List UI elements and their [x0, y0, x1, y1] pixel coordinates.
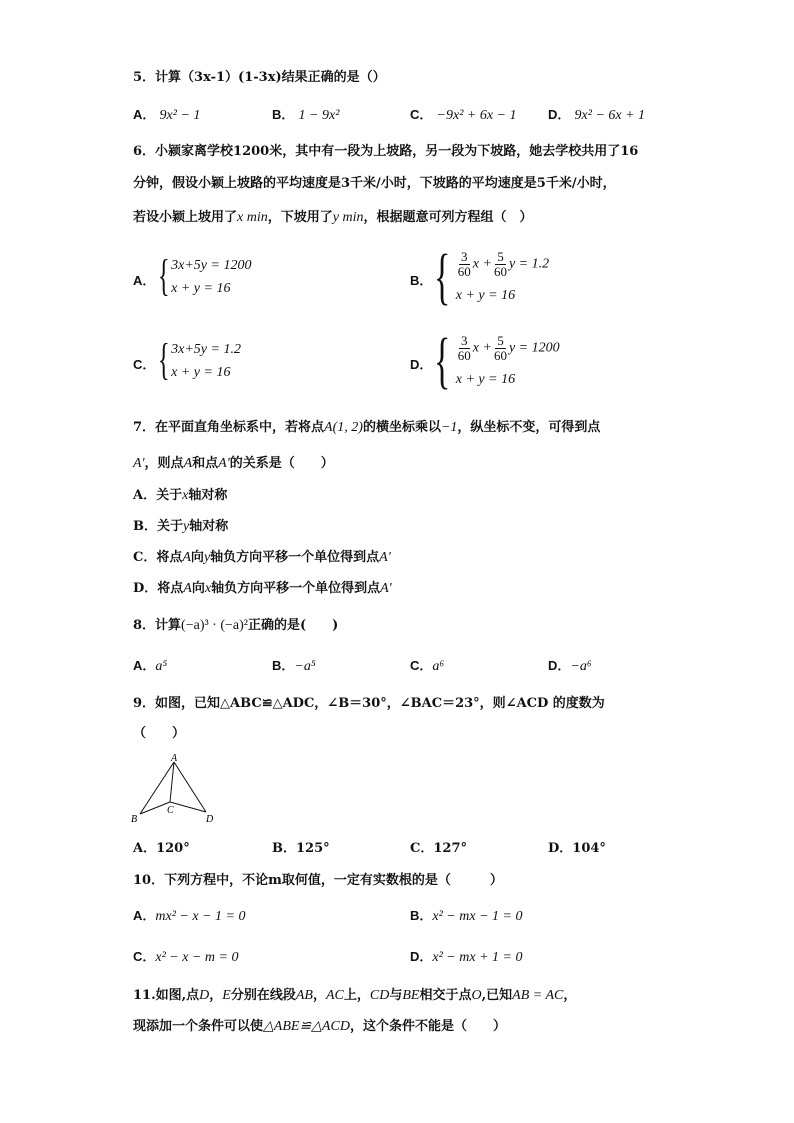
- q10-option-c: C．x² − x − m = 0: [133, 949, 239, 965]
- q6-option-a-label: A．: [133, 273, 156, 288]
- q5-option-a: A． 9x² − 1: [133, 107, 201, 123]
- q9-paren: （ ）: [133, 726, 186, 741]
- q9-option-b: B．125°: [272, 841, 330, 856]
- brace-icon: {: [158, 335, 170, 384]
- q6-option-c-label: C．: [133, 357, 156, 372]
- brace-icon: {: [158, 251, 170, 300]
- q9-triangle-figure: [128, 750, 228, 828]
- q7-option-d: D．将点A向x轴负方向平移一个单位得到点A': [133, 581, 392, 596]
- q8-stem: 8．计算(−a)³ · (−a)²正确的是( ): [133, 618, 339, 633]
- q5-option-c: C． −9x² + 6x − 1: [410, 107, 517, 123]
- q8-option-a: A．a⁵: [133, 658, 168, 674]
- q9-option-a: A．120°: [133, 841, 190, 856]
- q11-stem-line1: 11.如图,点D，E分别在线段AB，AC上，CD与BE相交于点O,已知AB = AC，: [133, 988, 577, 1003]
- q8-option-c: C．a⁶: [410, 658, 445, 674]
- q6-stem-line2: 分钟，假设小颖上坡路的平均速度是3千米/小时，下坡路的平均速度是5千米/小时，: [133, 176, 616, 191]
- vertex-c-label: C: [167, 805, 174, 816]
- q6-option-a-system: { 3x+5y = 1200 x + y = 16: [158, 251, 252, 300]
- q5-option-d: D． 9x² − 6x + 1: [548, 107, 646, 123]
- q6-option-d-label: D．: [410, 357, 433, 372]
- q6-option-c-system: { 3x+5y = 1.2 x + y = 16: [158, 335, 241, 384]
- q6-option-b-label: B．: [410, 273, 433, 288]
- brace-icon: {: [434, 243, 451, 311]
- q10-stem: 10．下列方程中，不论m取何值，一定有实数根的是（ ）: [133, 873, 503, 888]
- q9-stem: 9．如图，已知△ABC≌△ADC，∠B＝30°，∠BAC＝23°，则∠ACD 的度数为: [133, 696, 605, 711]
- q6-stem-line1: 6．小颍家离学校1200米，其中有一段为上坡路，另一段为下坡路，她去学校共用了16: [133, 144, 639, 159]
- q6-stem-line3: 若设小颖上坡用了x min，下坡用了y min，根据题意可列方程组（ ）: [133, 210, 533, 225]
- vertex-a-label: A: [171, 753, 178, 764]
- q6-option-b-system: { $\frac{3}{60}$ x + $\frac{5}{60}$ y = 1.2 x + y = 16: [434, 243, 550, 311]
- q5-stem: 5．计算（3x-1）(1-3x)结果正确的是（）: [133, 70, 386, 85]
- q7-stem-line2: A'，则点A和点A'的关系是（ ）: [133, 456, 334, 471]
- q10-option-a: A．mx² − x − 1 = 0: [133, 908, 246, 924]
- q7-option-a: A．关于x轴对称: [133, 488, 228, 503]
- vertex-d-label: D: [206, 814, 214, 825]
- q11-stem-line2: 现添加一个条件可以使△ABE≌△ACD，这个条件不能是（ ）: [133, 1019, 506, 1034]
- brace-icon: {: [434, 327, 451, 395]
- q9-option-c: C．127°: [410, 841, 467, 856]
- q6-option-d-system: { $\frac{3}{60}$ x + $\frac{5}{60}$ y = 1200 x + y = 16: [434, 327, 560, 395]
- q8-option-b: B．−a⁵: [272, 658, 316, 674]
- q7-stem-line1: 7．在平面直角坐标系中，若将点A(1, 2)的横坐标乘以−1，纵坐标不变，可得到点: [133, 420, 601, 435]
- q7-option-c: C．将点A向y轴负方向平移一个单位得到点A': [133, 550, 391, 565]
- q10-option-b: B．x² − mx − 1 = 0: [410, 908, 523, 924]
- q9-option-d: D．104°: [548, 841, 606, 856]
- vertex-b-label: B: [131, 814, 138, 825]
- q10-option-d: D．x² − mx + 1 = 0: [410, 949, 523, 965]
- q5-option-b: B． 1 − 9x²: [272, 107, 340, 123]
- q7-option-b: B．关于y轴对称: [133, 519, 229, 534]
- q8-option-d: D．−a⁶: [548, 658, 592, 674]
